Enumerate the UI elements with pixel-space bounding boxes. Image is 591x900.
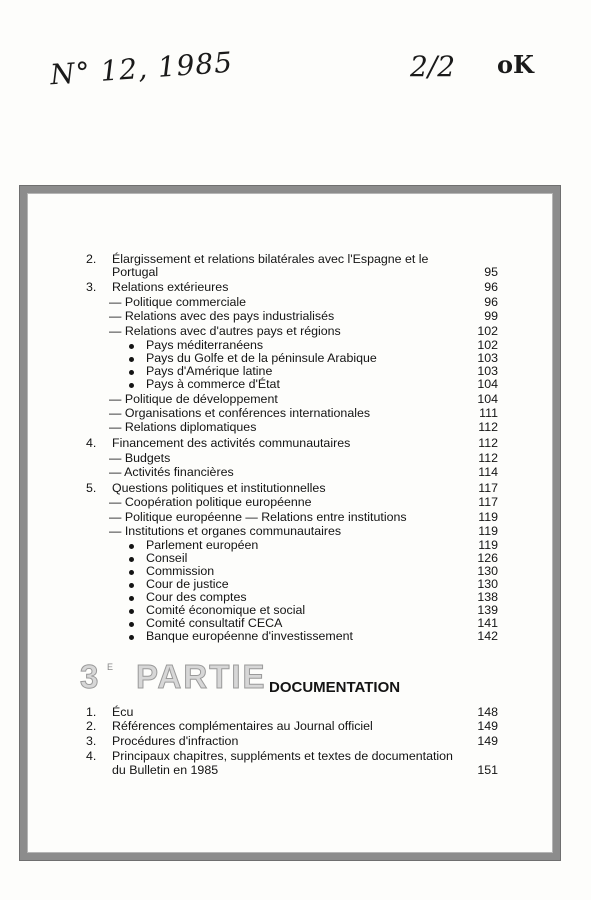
bullet-icon [129,570,134,575]
bullet-icon [129,370,134,375]
bullet-icon [129,583,134,588]
page-number: 149 [477,719,498,733]
section-title: Questions politiques et institutionnelles [112,481,326,495]
subitem-label: Pays méditerranéens [146,338,264,352]
handwritten-ok: oK [497,50,534,79]
section-title: Financement des activités communautaires [112,436,351,450]
item-number: 1. [86,705,97,719]
bullet-icon [129,609,134,614]
item-label-cont: du Bulletin en 1985 [112,763,219,777]
bullet-icon [129,622,134,627]
page-number: 95 [484,265,498,279]
subitem-label: Comité consultatif CECA [146,616,283,630]
page-number: 114 [478,465,498,479]
page-number: 139 [477,603,498,617]
page-number: 126 [477,551,498,565]
page-number: 130 [477,577,498,591]
page-number: 111 [479,406,498,420]
page-number: 117 [478,481,498,495]
item-label: Organisations et conférences internationales [124,406,371,420]
item-label: Budgets [124,451,171,465]
page-number: 103 [477,364,498,378]
handwritten-part: 2/2 [410,50,456,83]
bullet-icon [129,544,134,549]
subitem-label: Banque européenne d'investissement [146,629,353,643]
item-label: Principaux chapitres, suppléments et textes de documentation [112,749,453,763]
page-number: 142 [477,629,498,643]
item-number: 2. [86,719,97,733]
page-number: 102 [477,324,498,338]
item-label: Politique de développement [124,392,278,406]
page-number: 104 [477,377,498,391]
page-number: 117 [478,495,498,509]
section-number: 4. [86,436,97,450]
section-number: 3. [86,280,97,294]
item-number: 3. [86,734,97,748]
page-number: 149 [477,734,498,748]
item-label: Relations avec d'autres pays et régions [124,324,341,338]
subitem-label: Comité économique et social [146,603,306,617]
section-number: 5. [86,481,97,495]
page-number: 96 [484,295,498,309]
item-label: Politique commerciale [124,295,247,309]
page-number: 138 [477,590,498,604]
bullet-icon [129,357,134,362]
section-title-cont: Portugal [112,265,159,279]
page-number: 148 [477,705,498,719]
item-label: Procédures d'infraction [112,734,239,748]
bullet-icon [129,344,134,349]
page-number: 99 [484,309,498,323]
page-number: 119 [478,510,498,524]
item-label: Activités financières [124,465,234,479]
subitem-label: Cour des comptes [146,590,247,604]
subitem-label: Cour de justice [146,577,229,591]
page-number: 103 [477,351,498,365]
page-number: 130 [477,564,498,578]
part-title: DOCUMENTATION [269,679,401,696]
page-number: 96 [484,280,498,294]
subitem-label: Pays du Golfe et de la péninsule Arabique [146,351,377,365]
section-title: Relations extérieures [112,280,229,294]
page-number: 151 [477,763,498,777]
part-superscript: E [107,662,114,672]
part-word: PARTIE [136,658,267,695]
item-label: Institutions et organes communautaires [124,524,342,538]
item-label: Coopération politique européenne [124,495,312,509]
bullet-icon [129,596,134,601]
subitem-label: Commission [146,564,215,578]
item-label: Politique européenne — Relations entre institutions [124,510,407,524]
item-label: Écu [112,705,134,719]
item-label: Références complémentaires au Journal officiel [112,719,373,733]
bullet-icon [129,635,134,640]
subitem-label: Pays d'Amérique latine [146,364,273,378]
page-number: 119 [478,524,498,538]
page-number: 102 [477,338,498,352]
subitem-label: Pays à commerce d'État [146,377,280,391]
page-number: 112 [478,436,498,450]
bullet-icon [129,557,134,562]
section-title: Élargissement et relations bilatérales avec l'Espagne et le [112,252,429,266]
page-number: 141 [477,616,498,630]
item-label: Relations diplomatiques [124,420,257,434]
item-label: Relations avec des pays industrialisés [124,309,335,323]
item-number: 4. [86,749,97,763]
part-number: 3 [80,658,100,695]
page-number: 112 [478,420,498,434]
bullet-icon [129,383,134,388]
page-number: 112 [478,451,498,465]
section-number: 2. [86,252,97,266]
page-number: 104 [477,392,498,406]
subitem-label: Conseil [146,551,188,565]
handwritten-reference: N° 12, 1985 [49,45,235,92]
subitem-label: Parlement européen [146,538,259,552]
page-number: 119 [478,538,498,552]
